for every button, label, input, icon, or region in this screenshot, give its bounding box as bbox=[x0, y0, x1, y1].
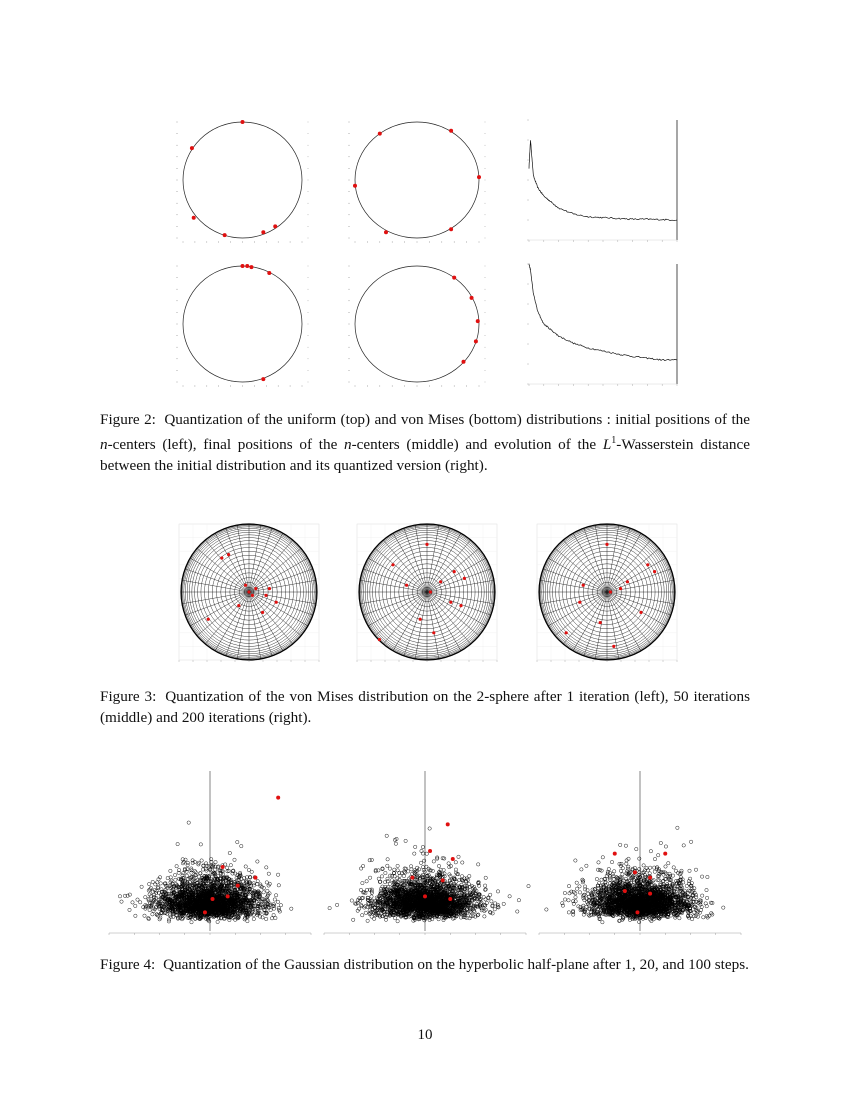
sample-point bbox=[173, 873, 176, 876]
center-point bbox=[378, 638, 381, 641]
sample-point bbox=[261, 916, 264, 919]
vonmises-final-plot bbox=[347, 262, 487, 394]
caption-math: n bbox=[100, 436, 108, 454]
sample-point bbox=[266, 889, 269, 892]
sample-point bbox=[244, 865, 247, 868]
sample-point bbox=[233, 858, 236, 861]
center-point bbox=[639, 611, 642, 614]
sample-point bbox=[134, 914, 137, 917]
sample-point bbox=[156, 881, 159, 884]
sample-point bbox=[361, 881, 364, 884]
sample-point bbox=[240, 844, 243, 847]
center-point bbox=[203, 910, 207, 914]
center-point bbox=[476, 319, 480, 323]
sample-point bbox=[413, 852, 416, 855]
sample-point bbox=[432, 860, 435, 863]
sample-point bbox=[328, 906, 331, 909]
sample-point bbox=[404, 839, 407, 842]
center-point bbox=[353, 184, 357, 188]
sample-point bbox=[172, 915, 175, 918]
center-point bbox=[221, 865, 225, 869]
figure-3-label: Figure 3: bbox=[100, 688, 157, 705]
sample-point bbox=[144, 896, 147, 899]
center-point bbox=[449, 129, 453, 133]
sample-point bbox=[148, 882, 151, 885]
center-point bbox=[251, 594, 254, 597]
sample-point bbox=[118, 895, 121, 898]
center-point bbox=[190, 146, 194, 150]
sample-point bbox=[468, 917, 471, 920]
sample-point bbox=[457, 855, 460, 858]
vonmises-initial-plot bbox=[175, 262, 310, 394]
sample-point bbox=[385, 834, 388, 837]
sample-point bbox=[169, 876, 172, 879]
center-point bbox=[582, 584, 585, 587]
sample-point bbox=[175, 865, 178, 868]
caption-text: -centers (middle) and evolution of the bbox=[351, 436, 603, 454]
center-point bbox=[237, 604, 240, 607]
sample-point bbox=[277, 884, 280, 887]
sample-point bbox=[421, 845, 424, 848]
sample-point bbox=[270, 917, 273, 920]
center-point bbox=[653, 570, 656, 573]
sample-point bbox=[384, 871, 387, 874]
sample-point bbox=[144, 903, 147, 906]
center-point bbox=[261, 611, 264, 614]
caption-text: Quantization of the von Mises distribution on the 2-sphere after 1 iteration (left), 50 iterations (middle) and 200 iterations (right). bbox=[100, 688, 751, 726]
center-point bbox=[474, 339, 478, 343]
figure-3 bbox=[0, 520, 850, 670]
sample-point bbox=[186, 861, 189, 864]
sample-point bbox=[468, 874, 471, 877]
sample-point bbox=[200, 859, 203, 862]
center-point bbox=[249, 265, 253, 269]
sample-point bbox=[228, 851, 231, 854]
sample-point bbox=[402, 874, 405, 877]
sample-point bbox=[502, 902, 505, 905]
center-point bbox=[244, 584, 247, 587]
center-point bbox=[384, 230, 388, 234]
center-point bbox=[565, 631, 568, 634]
center-point bbox=[425, 543, 428, 546]
sample-point bbox=[396, 864, 399, 867]
sample-point bbox=[128, 908, 131, 911]
sample-point bbox=[364, 911, 367, 914]
sample-point bbox=[267, 872, 270, 875]
sample-point bbox=[174, 878, 177, 881]
sample-point bbox=[517, 899, 520, 902]
sample-point bbox=[386, 864, 389, 867]
sample-point bbox=[368, 876, 371, 879]
sample-point bbox=[290, 907, 293, 910]
center-point bbox=[419, 618, 422, 621]
sample-point bbox=[134, 904, 137, 907]
center-point bbox=[439, 580, 442, 583]
sample-point bbox=[216, 920, 219, 923]
figure-2-caption bbox=[100, 409, 750, 476]
center-point bbox=[646, 563, 649, 566]
sample-point bbox=[159, 882, 162, 885]
sample-point bbox=[366, 919, 369, 922]
center-point bbox=[599, 621, 602, 624]
center-point bbox=[268, 587, 271, 590]
center-point bbox=[432, 631, 435, 634]
sample-point bbox=[136, 898, 139, 901]
center-point bbox=[378, 132, 382, 136]
sample-point bbox=[386, 877, 389, 880]
sample-point bbox=[273, 898, 276, 901]
sample-point bbox=[265, 866, 268, 869]
center-point bbox=[462, 360, 466, 364]
center-point bbox=[227, 553, 230, 556]
sample-point bbox=[454, 861, 457, 864]
center-point bbox=[449, 227, 453, 231]
center-point bbox=[605, 543, 608, 546]
sample-point bbox=[252, 882, 255, 885]
figure-4 bbox=[0, 765, 850, 945]
sphere-50-iterations-plot bbox=[351, 520, 501, 668]
center-point bbox=[626, 580, 629, 583]
sample-point bbox=[425, 852, 428, 855]
sample-point bbox=[185, 874, 188, 877]
sample-point bbox=[477, 863, 480, 866]
caption-superscript: 1 bbox=[611, 435, 617, 446]
sample-point bbox=[508, 895, 511, 898]
sample-point bbox=[460, 875, 463, 878]
sample-point bbox=[123, 894, 126, 897]
sample-point bbox=[419, 861, 422, 864]
sample-point bbox=[151, 913, 154, 916]
sample-point bbox=[169, 869, 172, 872]
circle-outline bbox=[355, 122, 479, 238]
vonmises-wasserstein-plot bbox=[515, 262, 680, 394]
sample-point bbox=[120, 900, 123, 903]
circle-outline bbox=[183, 122, 302, 238]
sample-point bbox=[393, 917, 396, 920]
sample-point bbox=[229, 864, 232, 867]
sample-point bbox=[272, 913, 275, 916]
sample-point bbox=[421, 852, 424, 855]
sample-point bbox=[493, 908, 496, 911]
center-point bbox=[470, 296, 474, 300]
sample-point bbox=[437, 864, 440, 867]
sample-point bbox=[190, 871, 193, 874]
caption-math: L bbox=[602, 436, 612, 454]
sample-point bbox=[276, 900, 279, 903]
circle-outline bbox=[183, 266, 302, 382]
center-point bbox=[429, 590, 432, 593]
center-point bbox=[192, 216, 196, 220]
sample-point bbox=[361, 896, 364, 899]
caption-text: -Wasserstein distance between the initial distribution and its quantized version (right). bbox=[100, 436, 750, 475]
wasserstein-line bbox=[529, 264, 677, 361]
sample-point bbox=[154, 883, 157, 886]
center-point bbox=[241, 120, 245, 124]
center-point bbox=[253, 876, 257, 880]
sample-point bbox=[262, 891, 265, 894]
sample-point bbox=[139, 901, 142, 904]
center-point bbox=[453, 570, 456, 573]
center-point bbox=[254, 587, 257, 590]
center-point bbox=[223, 233, 227, 237]
sample-point bbox=[396, 869, 399, 872]
center-point bbox=[261, 230, 265, 234]
center-point bbox=[245, 264, 249, 268]
wasserstein-line bbox=[529, 140, 677, 220]
center-point bbox=[459, 604, 462, 607]
sample-point bbox=[386, 858, 389, 861]
sample-point bbox=[350, 899, 353, 902]
figure-3-caption bbox=[100, 686, 750, 728]
sample-point bbox=[516, 910, 519, 913]
center-point bbox=[273, 224, 277, 228]
sample-point bbox=[269, 908, 272, 911]
circle-outline bbox=[355, 266, 479, 382]
sample-point bbox=[190, 921, 193, 924]
caption-text: -centers (left), final positions of the bbox=[107, 436, 345, 454]
sample-point bbox=[352, 918, 355, 921]
caption-math: n bbox=[344, 436, 352, 454]
center-point bbox=[578, 601, 581, 604]
sample-point bbox=[182, 872, 185, 875]
center-point bbox=[463, 577, 466, 580]
sample-point bbox=[204, 862, 207, 865]
center-point bbox=[477, 175, 481, 179]
sample-point bbox=[483, 915, 486, 918]
sample-point bbox=[143, 914, 146, 917]
center-point bbox=[449, 601, 452, 604]
sphere-200-iterations-plot bbox=[531, 520, 681, 668]
caption-text: Quantization of the uniform (top) and von Mises (bottom) distributions : initial positions of the bbox=[164, 411, 751, 428]
sample-point bbox=[140, 885, 143, 888]
center-point bbox=[261, 377, 265, 381]
sample-point bbox=[256, 860, 259, 863]
sample-point bbox=[365, 880, 368, 883]
center-point bbox=[609, 590, 612, 593]
uniform-final-plot bbox=[347, 118, 487, 250]
sample-point bbox=[235, 876, 238, 879]
center-point bbox=[267, 271, 271, 275]
sample-point bbox=[423, 859, 426, 862]
sample-point bbox=[241, 880, 244, 883]
sample-point bbox=[359, 867, 362, 870]
sample-point bbox=[431, 869, 434, 872]
center-point bbox=[226, 894, 230, 898]
center-point bbox=[275, 601, 278, 604]
sample-cloud bbox=[328, 827, 530, 923]
sample-point bbox=[199, 843, 202, 846]
center-point bbox=[276, 796, 280, 800]
sample-cloud bbox=[118, 821, 293, 924]
sample-point bbox=[246, 919, 249, 922]
sample-point bbox=[252, 917, 255, 920]
sample-point bbox=[428, 827, 431, 830]
sample-point bbox=[176, 842, 179, 845]
sample-point bbox=[187, 821, 190, 824]
center-point bbox=[247, 590, 250, 593]
sample-point bbox=[131, 901, 134, 904]
center-point bbox=[452, 276, 456, 280]
sphere-1-iteration-plot bbox=[173, 520, 323, 668]
sample-point bbox=[461, 861, 464, 864]
center-point bbox=[236, 884, 240, 888]
figure-2 bbox=[0, 110, 850, 400]
figure-2-label: Figure 2: bbox=[100, 411, 156, 428]
sample-point bbox=[361, 914, 364, 917]
center-point bbox=[211, 897, 215, 901]
sample-point bbox=[274, 894, 277, 897]
center-point bbox=[391, 563, 394, 566]
sample-point bbox=[380, 875, 383, 878]
uniform-wasserstein-plot bbox=[515, 118, 680, 250]
center-point bbox=[241, 264, 245, 268]
sample-point bbox=[414, 845, 417, 848]
center-point bbox=[264, 594, 267, 597]
sample-point bbox=[361, 864, 364, 867]
center-point bbox=[405, 584, 408, 587]
sample-point bbox=[279, 904, 282, 907]
center-point bbox=[612, 645, 615, 648]
hyperbolic-1-step-plot bbox=[105, 765, 315, 943]
sample-point bbox=[225, 866, 228, 869]
center-point bbox=[207, 618, 210, 621]
center-point bbox=[619, 587, 622, 590]
uniform-initial-plot bbox=[175, 118, 310, 250]
sample-point bbox=[236, 840, 239, 843]
sample-point bbox=[420, 849, 423, 852]
center-point bbox=[220, 556, 223, 559]
hyperbolic-20-steps-plot bbox=[320, 765, 530, 943]
sample-point bbox=[247, 868, 250, 871]
sample-point bbox=[265, 917, 268, 920]
sample-point bbox=[276, 873, 279, 876]
